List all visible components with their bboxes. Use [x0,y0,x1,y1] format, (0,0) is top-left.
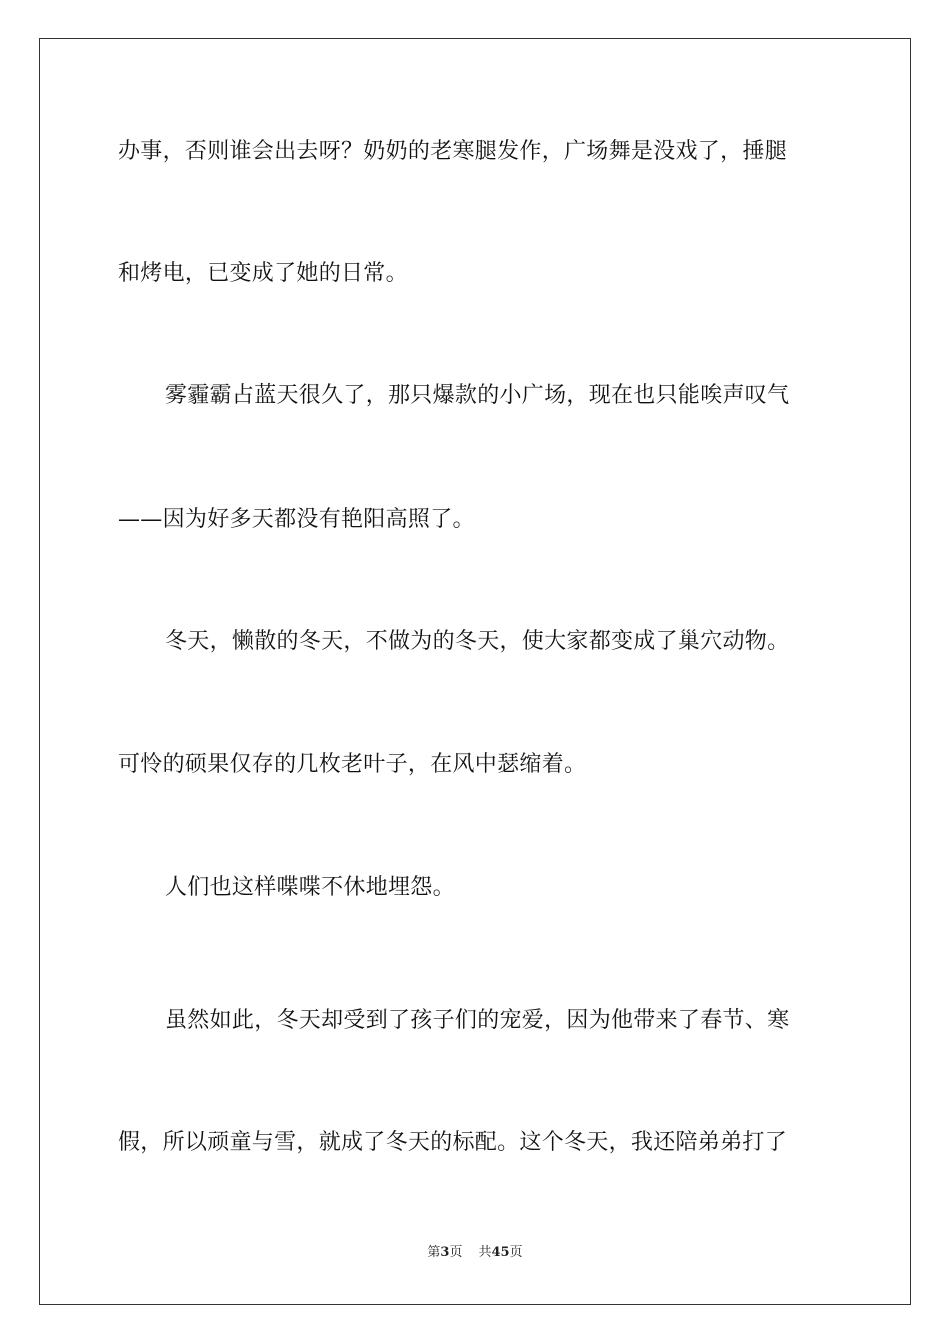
text-line: 可怜的硕果仅存的几枚老叶子，在风中瑟缩着。 [118,752,587,777]
text-line: 办事，否则谁会出去呀？奶奶的老寒腿发作，广场舞是没戏了，捶腿 [118,139,788,164]
text-line: ——因为好多天都没有艳阳高照了。 [118,507,475,532]
text-line: 假，所以顽童与雪，就成了冬天的标配。这个冬天，我还陪弟弟打了 [118,1130,788,1155]
total-pages: 45 [491,1245,510,1260]
total-suffix: 页 [509,1245,523,1260]
page-border [39,38,911,1305]
page-prefix: 第 [427,1245,441,1260]
paragraph-first-line: 冬天，懒散的冬天，不做为的冬天，使大家都变成了巢穴动物。 [165,629,790,654]
paragraph-first-line: 虽然如此，冬天却受到了孩子们的宠爱，因为他带来了春节、寒 [165,1008,790,1033]
text-line: 和烤电，已变成了她的日常。 [118,261,408,286]
page-suffix: 页 [449,1245,463,1260]
page-footer [0,1244,950,1262]
paragraph-first-line: 人们也这样喋喋不休地埋怨。 [165,875,455,900]
paragraph-first-line: 雾霾霸占蓝天很久了，那只爆款的小广场，现在也只能唉声叹气 [165,383,790,408]
total-prefix: 共 [478,1245,492,1260]
page-number: 3 [440,1245,450,1260]
